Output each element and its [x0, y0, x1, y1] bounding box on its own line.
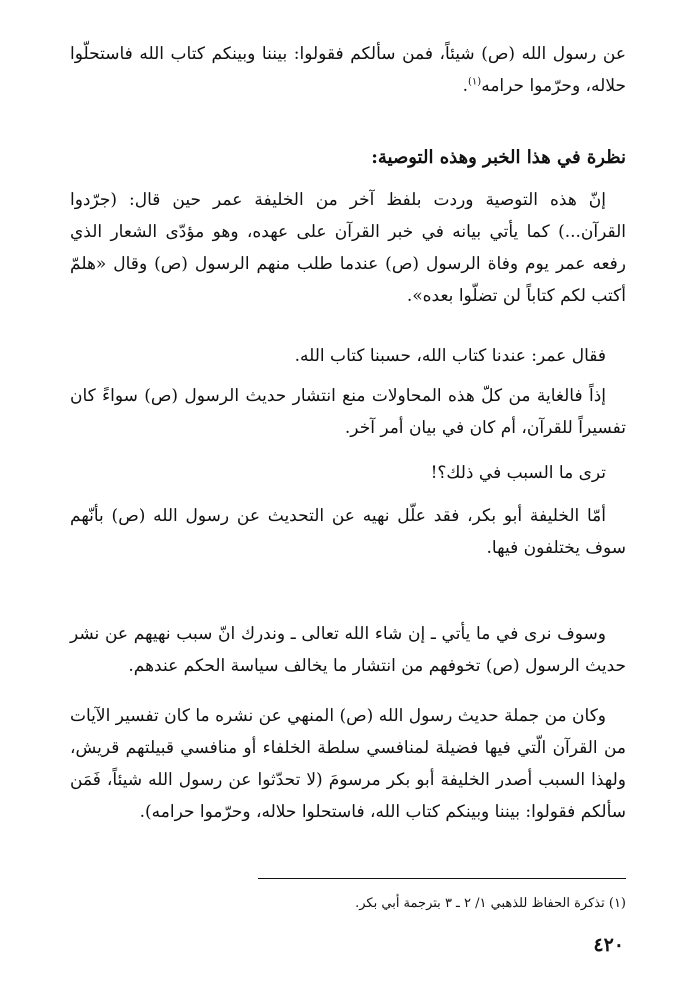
- paragraph: ترى ما السبب في ذلك؟!: [430, 463, 606, 483]
- paragraph: فقال عمر: عندنا كتاب الله، حسبنا كتاب الله.: [294, 346, 606, 366]
- paragraph: وكان من جملة حديث رسول الله (ص) المنهي عن نشره ما كان تفسير الآيات من القرآن الّتي فيها فضيلة لمنافسي سلطة الخلفاء أو منافسي قبيلتهم قريش، ولهذا السبب أصدر الخليفة أبو بكر مرسومَ (لا تحدّثوا عن رسول الله شيئاً، فَمَن سألكم فقولوا: بيننا وبينكم كتاب الله، فاستحلوا حلاله، وحرّموا حرامه).: [70, 706, 626, 822]
- paragraph: وسوف نرى في ما يأتي ـ إن شاء الله تعالى ـ وندرك انّ سبب نهيهم عن نشر حديث الرسول (ص) تخوفهم من انتشار ما يخالف سياسة الحكم عندهم.: [70, 624, 626, 676]
- page-number: ٤٢٠: [593, 934, 624, 956]
- paragraph: إنّ هذه التوصية وردت بلفظ آخر من الخليفة عمر حين قال: (جرّدوا القرآن...) كما يأتي بيانه في خبر القرآن على عهده، وهو مؤدّى الشعار الذي رفعه عمر يوم وفاة الرسول (ص) عندما طلب منهم الرسول (ص) وقال «هلمّ أكتب لكم كتاباً لن تضلّوا بعده».: [70, 190, 626, 306]
- continuation-end: .: [462, 76, 469, 96]
- continuation-text: عن رسول الله (ص) شيئاً، فمن سألكم فقولوا: بيننا وبينكم كتاب الله فاستحلّوا حلاله، وحرّموا حرامه: [70, 44, 626, 96]
- paragraph: إذاً فالغاية من كلّ هذه المحاولات منع انتشار حديث الرسول (ص) سواءً كان تفسيراً للقرآن، أم كان في بيان أمر آخر.: [70, 386, 626, 438]
- footnote-divider: [258, 878, 626, 879]
- footnote-marker: (١): [468, 76, 482, 88]
- section-heading: نظرة في هذا الخبر وهذه التوصية:: [371, 147, 626, 168]
- paragraph: أمّا الخليفة أبو بكر، فقد علّل نهيه عن التحديث عن رسول الله (ص) بأنّهم سوف يختلفون فيها.: [70, 506, 626, 558]
- footnote: (١) تذكرة الحفاظ للذهبي ١/ ٢ ـ ٣ بترجمة أبي بكر.: [355, 896, 626, 911]
- continuation-paragraph: [70, 38, 626, 102]
